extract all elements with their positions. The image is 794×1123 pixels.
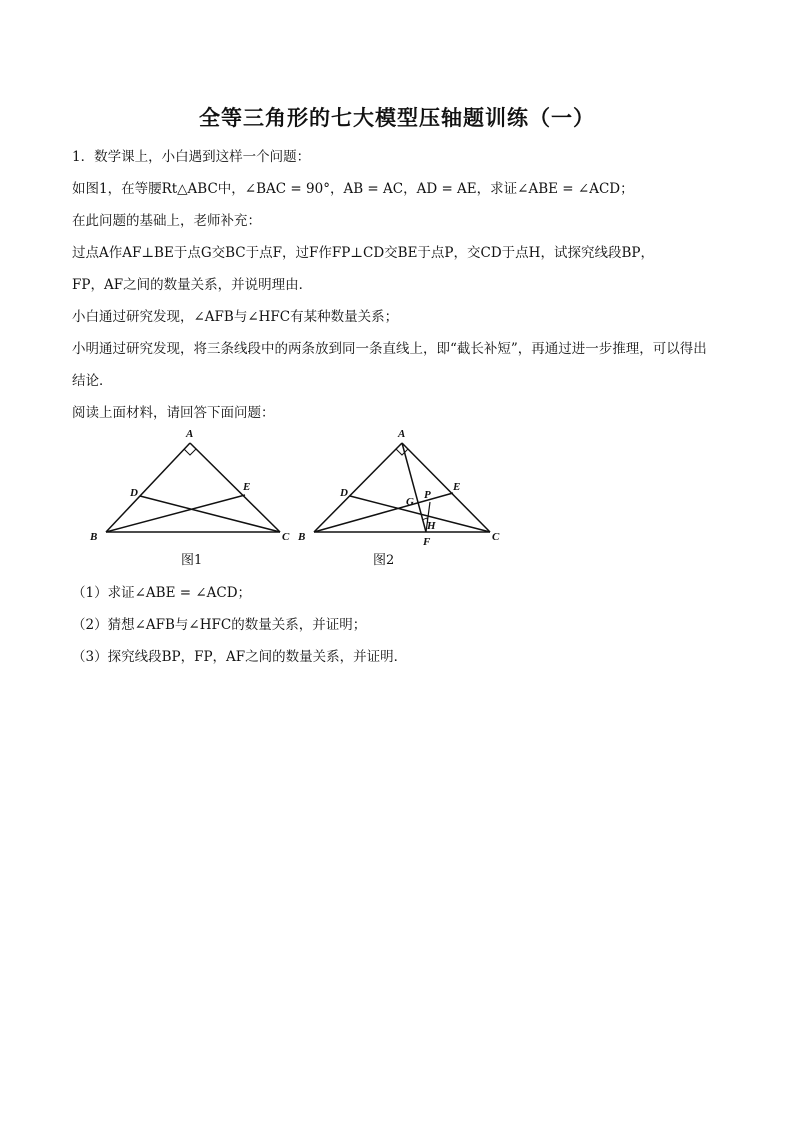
- page-title: 全等三角形的七大模型压轴题训练（一）: [199, 105, 595, 130]
- side-ab: [314, 443, 402, 532]
- segment-af: [402, 443, 426, 532]
- side-ac: [190, 443, 280, 532]
- label-a: A: [398, 428, 406, 440]
- figure-1: [84, 424, 304, 548]
- right-angle-mark-a: [396, 449, 408, 455]
- segment-cd: [140, 496, 280, 532]
- label-d: D: [130, 487, 138, 499]
- label-g: G: [406, 496, 414, 508]
- right-angle-mark: [184, 449, 196, 455]
- label-b: B: [298, 531, 306, 543]
- segment-cd: [350, 496, 490, 532]
- label-a: A: [186, 428, 194, 440]
- label-b: B: [90, 531, 98, 543]
- question-1: （1）求证∠ABE = ∠ACD；: [72, 585, 252, 601]
- label-e: E: [243, 481, 251, 493]
- label-c: C: [492, 531, 500, 543]
- construction-line-1: 过点A作AF⊥BE于点G交BC于点F，过F作FP⊥CD交BE于点P，交CD于点H，试探究线段BP，: [72, 245, 654, 261]
- label-e: E: [453, 481, 461, 493]
- xiaoming-finding-cont: 结论．: [72, 373, 113, 389]
- figure-1-caption: 图1: [181, 553, 203, 568]
- label-d: D: [340, 487, 348, 499]
- side-ab: [106, 443, 190, 532]
- question-3: （3）探究线段BP，FP，AF之间的数量关系，并证明．: [72, 649, 408, 665]
- construction-line-2: FP，AF之间的数量关系，并说明理由．: [72, 277, 313, 293]
- reading-prompt: 阅读上面材料，请回答下面问题：: [72, 405, 275, 421]
- label-h: H: [427, 520, 436, 532]
- label-p: P: [424, 489, 431, 501]
- problem-intro: 1．数学课上，小白遇到这样一个问题：: [72, 149, 311, 165]
- xiaobai-finding: 小白通过研究发现，∠AFB与∠HFC有某种数量关系；: [72, 309, 399, 325]
- label-f: F: [423, 536, 431, 548]
- segment-be: [106, 495, 245, 532]
- xiaoming-finding: 小明通过研究发现，将三条线段中的两条放到同一条直线上，即“截长补短”，再通过进一步推理，可以得出: [72, 341, 707, 357]
- question-2: （2）猜想∠AFB与∠HFC的数量关系，并证明；: [72, 617, 367, 633]
- figure-2-caption: 图2: [373, 553, 395, 568]
- teacher-addition: 在此问题的基础上，老师补充：: [72, 213, 261, 229]
- problem-statement: 如图1，在等腰Rt△ABC中，∠BAC = 90°，AB = AC，AD = AE，求证∠ABE = ∠ACD；: [72, 181, 634, 197]
- side-ac: [402, 443, 490, 532]
- label-c: C: [282, 531, 290, 543]
- figure-2: [296, 424, 510, 548]
